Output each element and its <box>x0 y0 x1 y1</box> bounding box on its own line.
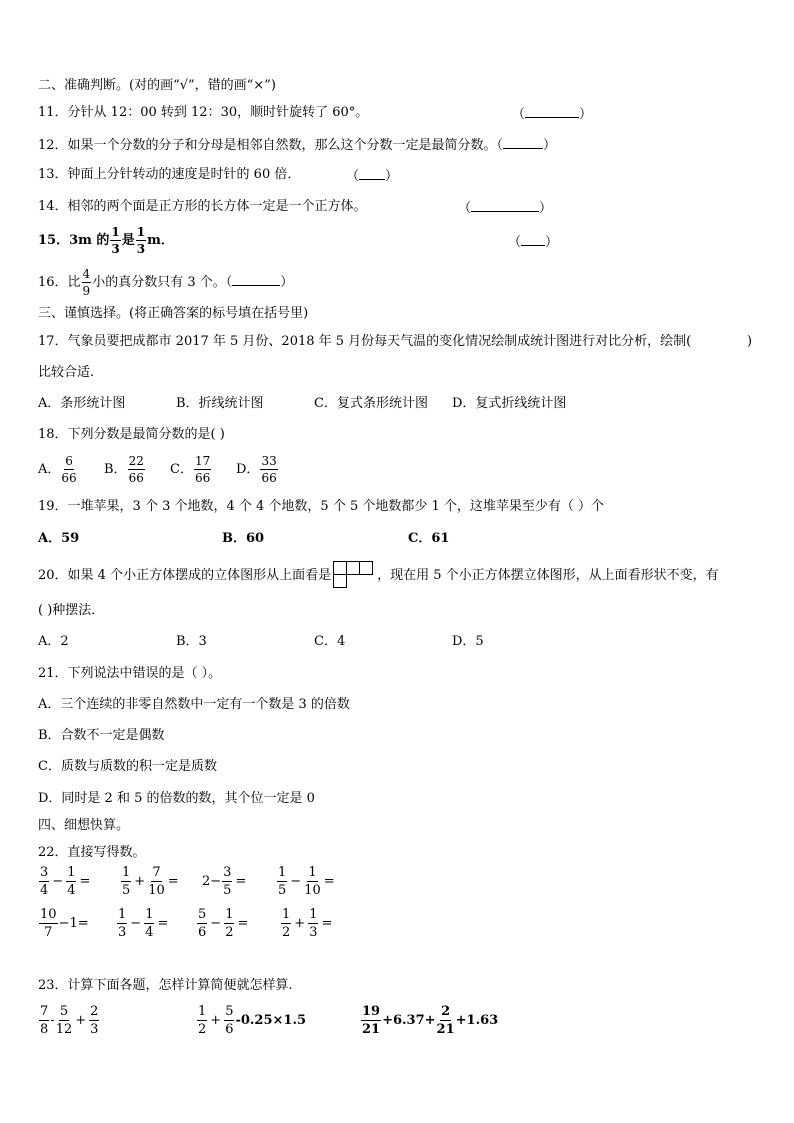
q16-prefix: 16．比 <box>38 275 81 290</box>
paren-right: ） <box>539 201 553 216</box>
q12-text: 12．如果一个分数的分子和分母是相邻自然数，那么这个分数一定是最简分数。（ <box>38 138 504 153</box>
question-15 <box>38 223 174 259</box>
q23-expr-2: $\frac{1}{2}$ + $\frac{5}{6}$ -0.25×1.5 <box>198 1004 307 1037</box>
q20-text: 20．如果 4 个小正方体摆成的立体图形从上面看是 <box>38 568 332 583</box>
question-11 <box>38 105 368 121</box>
q21-option-a[interactable]: A．三个连续的非零自然数中一定有一个数是 3 的倍数 <box>38 697 350 712</box>
q22-expr-5: $\frac{10}{7}$ −1= <box>40 907 89 940</box>
q17-option-c[interactable]: C．复式条形统计图 <box>314 396 428 411</box>
q15-prefix: 15．3m 的 <box>38 233 110 248</box>
q14-text: 14．相邻的两个面是正方形的长方体一定是一个正方体。 <box>38 199 367 214</box>
q21-option-d[interactable]: D．同时是 2 和 5 的倍数的数，其个位一定是 0 <box>38 791 315 806</box>
question-21: 21．下列说法中错误的是（ ）。 <box>38 666 222 681</box>
paren-right: ） <box>280 275 294 290</box>
q22-expr-4: $\frac{1}{5}$ − $\frac{1}{10}$ = <box>278 865 335 898</box>
q22-expr-2: $\frac{1}{5}$ + $\frac{7}{10}$ = <box>122 865 179 898</box>
question-14 <box>38 199 367 215</box>
q14-answer-blank[interactable] <box>458 199 552 217</box>
paren-right: ） <box>543 138 557 153</box>
question-23: 23．计算下面各题，怎样计算简便就怎样算. <box>38 978 293 993</box>
section-2-heading: 二、准确判断。(对的画“√”，错的画“×”) <box>38 78 276 93</box>
q17-option-d[interactable]: D．复式折线统计图 <box>452 396 567 411</box>
section-4-heading: 四、细想快算。 <box>38 818 130 833</box>
question-20-line2: ( )种摆法． <box>38 603 105 618</box>
fraction: $\frac{1}{3}$ <box>111 225 120 256</box>
q15-answer-blank[interactable] <box>508 233 558 251</box>
q20-option-d[interactable]: D．5 <box>452 634 484 649</box>
q21-option-c[interactable]: C．质数与质数的积一定是质数 <box>38 759 217 774</box>
q23-expr-3: $\frac{19}{21}$ +6.37+ $\frac{2}{21}$ +1.63 <box>362 1004 499 1037</box>
q22-expr-6: $\frac{1}{3}$ − $\frac{1}{4}$ = <box>118 907 169 940</box>
q18-option-d[interactable]: D． $\frac{33}{66}$ <box>236 454 277 485</box>
q19-option-c[interactable]: C．61 <box>408 531 450 546</box>
question-18: 18．下列分数是最简分数的是( ) <box>38 427 225 442</box>
paren-left: （ <box>346 169 360 184</box>
fraction: $\frac{1}{3}$ <box>136 225 146 256</box>
q16-text: 小的真分数只有 3 个。（ <box>92 275 233 290</box>
paren-left: （ <box>458 201 472 216</box>
q17-paren-close: ) <box>747 334 753 349</box>
q18-option-c[interactable]: C． $\frac{17}{66}$ <box>170 454 211 485</box>
q22-expr-1: $\frac{3}{4}$ − $\frac{1}{4}$ = <box>40 865 91 898</box>
q20-option-c[interactable]: C．4 <box>314 634 346 649</box>
q21-option-b[interactable]: B．合数不一定是偶数 <box>38 728 165 743</box>
q13-answer-blank[interactable] <box>346 167 398 185</box>
paren-right: ） <box>545 235 559 250</box>
q11-text: 11．分针从 12：00 转到 12：30，顺时针旋转了 60°。 <box>38 105 369 120</box>
q17-option-a[interactable]: A．条形统计图 <box>38 396 126 411</box>
question-17-line1 <box>38 334 691 350</box>
question-17-line2: 比较合适. <box>38 365 95 380</box>
q13-text: 13．钟面上分针转动的速度是时针的 60 倍． <box>38 167 301 182</box>
question-20 <box>38 560 719 592</box>
q20-option-a[interactable]: A．2 <box>38 634 69 649</box>
paren-right: ） <box>579 107 593 122</box>
q22-expr-8: $\frac{1}{2}$ + $\frac{1}{3}$ = <box>282 907 333 940</box>
section-3-heading: 三、谨慎选择。(将正确答案的标号填在括号里) <box>38 306 309 321</box>
q18-option-b[interactable]: B． $\frac{22}{66}$ <box>104 454 144 485</box>
top-view-figure <box>331 561 377 591</box>
q16-answer-blank[interactable] <box>232 273 280 286</box>
q23-expr-1: $\frac{7}{8}$ - $\frac{5}{12}$ + $\frac{2}{3}$ <box>40 1004 99 1037</box>
paren-right: ） <box>385 169 399 184</box>
q17-option-b[interactable]: B．折线统计图 <box>176 396 264 411</box>
q22-expr-7: $\frac{5}{6}$ − $\frac{1}{2}$ = <box>198 907 249 940</box>
question-16 <box>38 265 293 301</box>
q20-text-continued: ，现在用 5 个小正方体摆立体图形，从上面看形状不变，有 <box>377 568 719 583</box>
q15-mid: 是 <box>121 233 135 248</box>
question-13 <box>38 167 300 183</box>
q19-option-b[interactable]: B．60 <box>222 531 265 546</box>
paren-left: （ <box>512 107 526 122</box>
q18-option-a[interactable]: A． $\frac{6}{66}$ <box>38 454 77 485</box>
paren-left: （ <box>508 235 522 250</box>
q12-answer-blank[interactable] <box>503 136 543 149</box>
question-22: 22．直接写得数。 <box>38 845 146 860</box>
fraction: $\frac{4}{9}$ <box>82 267 91 298</box>
question-19: 19．一堆苹果，3 个 3 个地数，4 个 4 个地数，5 个 5 个地数都少 1 个，这堆苹果至少有（ ）个 <box>38 499 605 514</box>
q22-expr-3: 2− $\frac{3}{5}$ = <box>202 865 247 898</box>
q17-text: 17．气象员要把成都市 2017 年 5 月份、2018 年 5 月份每天气温的变化情况绘制成统计图进行对比分析，绘制( <box>38 334 692 349</box>
q20-option-b[interactable]: B．3 <box>176 634 207 649</box>
question-12 <box>38 136 556 154</box>
q15-suffix: m． <box>147 233 174 248</box>
q19-option-a[interactable]: A．59 <box>38 531 80 546</box>
q11-answer-blank[interactable] <box>512 105 592 123</box>
